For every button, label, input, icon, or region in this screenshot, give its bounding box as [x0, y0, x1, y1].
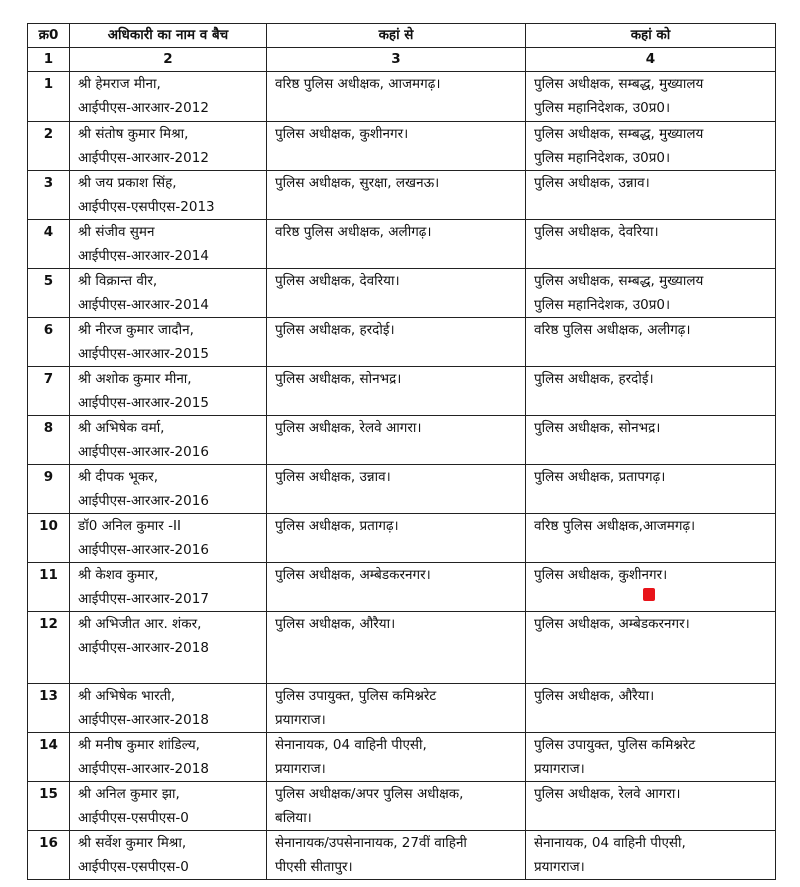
- serial-number-text: 6: [43, 322, 54, 338]
- serial-number: [28, 171, 70, 220]
- table-row: [28, 514, 776, 563]
- serial-number: [28, 514, 70, 563]
- header-to: कहां को: [526, 24, 776, 48]
- from-posting-line: बलिया।: [275, 810, 312, 826]
- serial-number: [28, 465, 70, 514]
- to-posting-cell: [526, 72, 776, 122]
- officer-name: श्री विक्रान्त वीर,: [78, 273, 158, 289]
- officer-cell: [70, 367, 267, 416]
- serial-number-text: 12: [39, 616, 58, 632]
- serial-number-text: 8: [43, 420, 54, 436]
- to-posting-line: प्रयागराज।: [534, 761, 585, 777]
- to-posting-cell: [526, 367, 776, 416]
- table-row: [28, 684, 776, 733]
- header-row: [28, 24, 776, 48]
- to-posting-cell: [526, 782, 776, 831]
- to-posting-cell: [526, 122, 776, 171]
- officer-name: डॉ0 अनिल कुमार -II: [78, 518, 181, 534]
- from-posting-cell: [267, 269, 526, 318]
- officer-cell: [70, 171, 267, 220]
- from-posting-cell: [267, 122, 526, 171]
- to-posting-cell: [526, 318, 776, 367]
- from-posting-line: वरिष्ठ पुलिस अधीक्षक, अलीगढ़।: [275, 224, 432, 240]
- officer-cell: [70, 612, 267, 684]
- to-posting-cell: [526, 171, 776, 220]
- to-posting-line: पुलिस महानिदेशक, उ0प्र0।: [534, 150, 671, 166]
- officer-name: श्री हेमराज मीना,: [78, 76, 161, 92]
- to-posting-cell: [526, 416, 776, 465]
- table-row: [28, 782, 776, 831]
- officer-cell: [70, 733, 267, 782]
- from-posting-line: पुलिस अधीक्षक, हरदोई।: [275, 322, 395, 338]
- to-posting-line: पुलिस अधीक्षक, देवरिया।: [534, 224, 659, 240]
- to-posting-line: प्रयागराज।: [534, 859, 585, 875]
- from-posting-line: सेनानायक, 04 वाहिनी पीएसी,: [275, 737, 427, 753]
- to-posting-cell: [526, 465, 776, 514]
- officer-cell: [70, 318, 267, 367]
- officer-name: श्री दीपक भूकर,: [78, 469, 159, 485]
- officer-batch: आईपीएस-आरआर-2012: [78, 100, 209, 116]
- header-officer-name-batch: अधिकारी का नाम व बैच: [70, 24, 267, 48]
- column-number: 4: [526, 48, 776, 72]
- from-posting-cell: [267, 367, 526, 416]
- officer-cell: [70, 269, 267, 318]
- from-posting-cell: [267, 733, 526, 782]
- officer-name: श्री अशोक कुमार मीना,: [78, 371, 192, 387]
- to-posting-cell: [526, 733, 776, 782]
- serial-number-text: 11: [39, 567, 58, 583]
- officer-name: श्री नीरज कुमार जादौन,: [78, 322, 194, 338]
- officer-batch: आईपीएस-एसपीएस-0: [78, 859, 189, 875]
- to-posting-line: पुलिस अधीक्षक, रेलवे आगरा।: [534, 786, 681, 802]
- from-posting-line: पुलिस अधीक्षक/अपर पुलिस अधीक्षक,: [275, 786, 464, 802]
- to-posting-line: पुलिस अधीक्षक, सोनभद्र।: [534, 420, 661, 436]
- from-posting-line: सेनानायक/उपसेनानायक, 27वीं वाहिनी: [275, 835, 467, 851]
- serial-number: [28, 563, 70, 612]
- serial-number: [28, 684, 70, 733]
- officer-batch: आईपीएस-आरआर-2014: [78, 248, 209, 264]
- serial-number-text: 9: [43, 469, 54, 485]
- to-posting-cell: [526, 563, 776, 612]
- officer-name: श्री अभिजीत आर. शंकर,: [78, 616, 202, 632]
- officer-batch: आईपीएस-आरआर-2016: [78, 444, 209, 460]
- from-posting-cell: [267, 831, 526, 880]
- table-row: [28, 733, 776, 782]
- column-number-row: [28, 48, 776, 72]
- serial-number: [28, 782, 70, 831]
- to-posting-line: पुलिस अधीक्षक, अम्बेडकरनगर।: [534, 616, 690, 632]
- to-posting-line: पुलिस अधीक्षक, सम्बद्ध, मुख्यालय: [534, 126, 704, 142]
- officer-name: श्री केशव कुमार,: [78, 567, 159, 583]
- table-row: [28, 171, 776, 220]
- serial-number: [28, 220, 70, 269]
- serial-number: [28, 416, 70, 465]
- column-number: 2: [70, 48, 267, 72]
- column-number: 3: [267, 48, 526, 72]
- to-posting-line: पुलिस अधीक्षक, सम्बद्ध, मुख्यालय: [534, 76, 704, 92]
- from-posting-line: पीएसी सीतापुर।: [275, 859, 353, 875]
- officer-cell: [70, 220, 267, 269]
- serial-number: [28, 269, 70, 318]
- officer-cell: [70, 465, 267, 514]
- officer-name: श्री संतोष कुमार मिश्रा,: [78, 126, 189, 142]
- table-row: [28, 465, 776, 514]
- to-posting-line: पुलिस अधीक्षक, उन्नाव।: [534, 175, 650, 191]
- from-posting-cell: [267, 220, 526, 269]
- officer-cell: [70, 831, 267, 880]
- to-posting-line: पुलिस अधीक्षक, औरैया।: [534, 688, 655, 704]
- table-row: [28, 416, 776, 465]
- table-row: [28, 220, 776, 269]
- serial-number: [28, 612, 70, 684]
- officer-batch: आईपीएस-आरआर-2015: [78, 395, 209, 411]
- to-posting-line: पुलिस अधीक्षक, सम्बद्ध, मुख्यालय: [534, 273, 704, 289]
- to-posting-cell: [526, 684, 776, 733]
- from-posting-line: पुलिस अधीक्षक, सुरक्षा, लखनऊ।: [275, 175, 440, 191]
- table-row: [28, 318, 776, 367]
- from-posting-line: पुलिस अधीक्षक, उन्नाव।: [275, 469, 391, 485]
- officer-batch: आईपीएस-आरआर-2016: [78, 542, 209, 558]
- serial-number-text: 5: [43, 273, 54, 289]
- to-posting-cell: [526, 831, 776, 880]
- serial-number: [28, 318, 70, 367]
- from-posting-line: वरिष्ठ पुलिस अधीक्षक, आजमगढ़।: [275, 76, 441, 92]
- from-posting-cell: [267, 563, 526, 612]
- serial-number-text: 13: [39, 688, 58, 704]
- officer-batch: आईपीएस-आरआर-2014: [78, 297, 209, 313]
- officer-batch: आईपीएस-आरआर-2018: [78, 712, 209, 728]
- officer-cell: [70, 72, 267, 122]
- serial-number-text: 10: [39, 518, 58, 534]
- table-row: [28, 563, 776, 612]
- from-posting-cell: [267, 612, 526, 684]
- from-posting-cell: [267, 514, 526, 563]
- to-posting-cell: [526, 514, 776, 563]
- to-posting-line: पुलिस अधीक्षक, हरदोई।: [534, 371, 654, 387]
- from-posting-cell: [267, 465, 526, 514]
- from-posting-line: पुलिस अधीक्षक, प्रतागढ़।: [275, 518, 399, 534]
- table-row: [28, 72, 776, 122]
- to-posting-line: सेनानायक, 04 वाहिनी पीएसी,: [534, 835, 686, 851]
- officer-name: श्री मनीष कुमार शांडिल्य,: [78, 737, 200, 753]
- to-posting-cell: [526, 220, 776, 269]
- officer-cell: [70, 122, 267, 171]
- serial-number-text: 15: [39, 786, 58, 802]
- officer-batch: आईपीएस-आरआर-2016: [78, 493, 209, 509]
- cursor-marker: [643, 588, 655, 601]
- to-posting-line: पुलिस उपायुक्त, पुलिस कमिश्नरेट: [534, 737, 696, 753]
- officer-name: श्री सर्वेश कुमार मिश्रा,: [78, 835, 187, 851]
- from-posting-line: पुलिस अधीक्षक, रेलवे आगरा।: [275, 420, 422, 436]
- to-posting-cell: [526, 269, 776, 318]
- from-posting-line: पुलिस अधीक्षक, औरैया।: [275, 616, 396, 632]
- officer-name: श्री अभिषेक भारती,: [78, 688, 176, 704]
- officer-cell: [70, 684, 267, 733]
- serial-number: [28, 367, 70, 416]
- from-posting-cell: [267, 684, 526, 733]
- officer-name: श्री जय प्रकाश सिंह,: [78, 175, 177, 191]
- header-from: कहां से: [267, 24, 526, 48]
- officer-name: श्री अनिल कुमार झा,: [78, 786, 180, 802]
- to-posting-line: पुलिस अधीक्षक, कुशीनगर।: [534, 567, 668, 583]
- officer-batch: आईपीएस-आरआर-2018: [78, 640, 209, 656]
- to-posting-line: वरिष्ठ पुलिस अधीक्षक, अलीगढ़।: [534, 322, 691, 338]
- serial-number-text: 14: [39, 737, 58, 753]
- serial-number-text: 4: [43, 224, 54, 240]
- officer-batch: आईपीएस-आरआर-2017: [78, 591, 209, 607]
- header-serial-no: क्र0: [28, 24, 70, 48]
- from-posting-line: पुलिस अधीक्षक, सोनभद्र।: [275, 371, 402, 387]
- serial-number: [28, 122, 70, 171]
- officer-batch: आईपीएस-एसपीएस-0: [78, 810, 189, 826]
- officer-name: श्री संजीव सुमन: [78, 224, 155, 240]
- table-row: [28, 367, 776, 416]
- table-row: [28, 122, 776, 171]
- table-row: [28, 612, 776, 684]
- officer-cell: [70, 563, 267, 612]
- serial-number: [28, 72, 70, 122]
- serial-number-text: 1: [43, 76, 54, 92]
- officer-cell: [70, 514, 267, 563]
- from-posting-cell: [267, 318, 526, 367]
- serial-number-text: 3: [43, 175, 54, 191]
- from-posting-cell: [267, 72, 526, 122]
- officer-batch: आईपीएस-आरआर-2012: [78, 150, 209, 166]
- transfer-list-table: [27, 23, 776, 880]
- officer-batch: आईपीएस-एसपीएस-2013: [78, 199, 215, 215]
- to-posting-line: पुलिस महानिदेशक, उ0प्र0।: [534, 297, 671, 313]
- officer-name: श्री अभिषेक वर्मा,: [78, 420, 165, 436]
- to-posting-line: पुलिस महानिदेशक, उ0प्र0।: [534, 100, 671, 116]
- officer-cell: [70, 782, 267, 831]
- from-posting-cell: [267, 782, 526, 831]
- from-posting-line: पुलिस उपायुक्त, पुलिस कमिश्नरेट: [275, 688, 437, 704]
- officer-batch: आईपीएस-आरआर-2018: [78, 761, 209, 777]
- serial-number: [28, 733, 70, 782]
- table-row: [28, 831, 776, 880]
- to-posting-line: वरिष्ठ पुलिस अधीक्षक,आजमगढ़।: [534, 518, 696, 534]
- column-number: 1: [28, 48, 70, 72]
- serial-number-text: 2: [43, 126, 54, 142]
- from-posting-cell: [267, 171, 526, 220]
- to-posting-line: पुलिस अधीक्षक, प्रतापगढ़।: [534, 469, 666, 485]
- from-posting-line: पुलिस अधीक्षक, कुशीनगर।: [275, 126, 409, 142]
- from-posting-cell: [267, 416, 526, 465]
- from-posting-line: प्रयागराज।: [275, 712, 326, 728]
- serial-number: [28, 831, 70, 880]
- serial-number-text: 16: [39, 835, 58, 851]
- from-posting-line: पुलिस अधीक्षक, अम्बेडकरनगर।: [275, 567, 431, 583]
- from-posting-line: प्रयागराज।: [275, 761, 326, 777]
- from-posting-line: पुलिस अधीक्षक, देवरिया।: [275, 273, 400, 289]
- to-posting-cell: [526, 612, 776, 684]
- table-row: [28, 269, 776, 318]
- officer-batch: आईपीएस-आरआर-2015: [78, 346, 209, 362]
- officer-cell: [70, 416, 267, 465]
- serial-number-text: 7: [43, 371, 54, 387]
